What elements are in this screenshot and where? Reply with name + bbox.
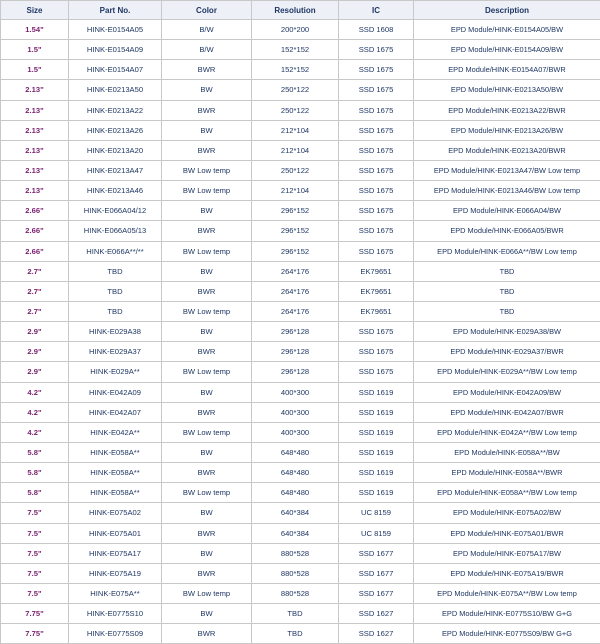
resolution-cell: 880*528 — [252, 563, 339, 583]
color-cell: BW Low temp — [162, 160, 252, 180]
ic-cell: EK79651 — [339, 281, 414, 301]
part-no-cell: HINK-E066A**/** — [69, 241, 162, 261]
ic-cell: SSD 1675 — [339, 201, 414, 221]
size-cell: 7.5" — [1, 563, 69, 583]
resolution-cell: 152*152 — [252, 40, 339, 60]
resolution-cell: 212*104 — [252, 120, 339, 140]
table-row — [1, 40, 600, 60]
table-row — [1, 160, 600, 180]
color-cell: BW — [162, 261, 252, 281]
table-row — [1, 181, 600, 201]
part-no-cell: HINK-E075A19 — [69, 563, 162, 583]
description-cell: EPD Module/HINK-E0154A07/BWR — [414, 60, 600, 80]
color-cell: BWR — [162, 281, 252, 301]
header-ic: IC — [339, 1, 414, 20]
table-row — [1, 422, 600, 442]
table-row — [1, 342, 600, 362]
color-cell: B/W — [162, 20, 252, 40]
resolution-cell: 640*384 — [252, 523, 339, 543]
size-cell: 2.9" — [1, 362, 69, 382]
color-cell: BW — [162, 120, 252, 140]
size-cell: 2.9" — [1, 342, 69, 362]
size-cell: 1.54" — [1, 20, 69, 40]
resolution-cell: 648*480 — [252, 483, 339, 503]
table-row — [1, 543, 600, 563]
table-row — [1, 80, 600, 100]
description-cell: TBD — [414, 301, 600, 321]
description-cell: EPD Module/HINK-E0213A50/BW — [414, 80, 600, 100]
resolution-cell: 264*176 — [252, 301, 339, 321]
part-no-cell: HINK-E0154A07 — [69, 60, 162, 80]
table-row — [1, 563, 600, 583]
ic-cell: SSD 1675 — [339, 241, 414, 261]
part-no-cell: HINK-E0775S09 — [69, 624, 162, 644]
table-row — [1, 583, 600, 603]
ic-cell: SSD 1675 — [339, 100, 414, 120]
table-row — [1, 241, 600, 261]
table-row — [1, 604, 600, 624]
color-cell: BWR — [162, 100, 252, 120]
description-cell: EPD Module/HINK-E066A05/BWR — [414, 221, 600, 241]
size-cell: 2.13" — [1, 100, 69, 120]
ic-cell: UC 8159 — [339, 503, 414, 523]
description-cell: EPD Module/HINK-E075A**/BW Low temp — [414, 583, 600, 603]
color-cell: BWR — [162, 563, 252, 583]
color-cell: BWR — [162, 624, 252, 644]
part-no-cell: HINK-E042A07 — [69, 402, 162, 422]
resolution-cell: 250*122 — [252, 80, 339, 100]
header-resolution: Resolution — [252, 1, 339, 20]
size-cell: 4.2" — [1, 402, 69, 422]
table-row — [1, 322, 600, 342]
part-no-cell: HINK-E058A** — [69, 483, 162, 503]
size-cell: 2.66" — [1, 221, 69, 241]
resolution-cell: 264*176 — [252, 261, 339, 281]
resolution-cell: 296*128 — [252, 322, 339, 342]
part-no-cell: HINK-E029A38 — [69, 322, 162, 342]
ic-cell: EK79651 — [339, 301, 414, 321]
description-cell: EPD Module/HINK-E058A**/BWR — [414, 463, 600, 483]
resolution-cell: 880*528 — [252, 583, 339, 603]
color-cell: BW — [162, 442, 252, 462]
description-cell: EPD Module/HINK-E0154A09/BW — [414, 40, 600, 60]
ic-cell: SSD 1619 — [339, 422, 414, 442]
color-cell: BW Low temp — [162, 583, 252, 603]
resolution-cell: 648*480 — [252, 463, 339, 483]
part-no-cell: HINK-E066A05/13 — [69, 221, 162, 241]
size-cell: 4.2" — [1, 382, 69, 402]
part-no-cell: HINK-E0213A47 — [69, 160, 162, 180]
size-cell: 5.8" — [1, 442, 69, 462]
size-cell: 1.5" — [1, 40, 69, 60]
part-no-cell: TBD — [69, 301, 162, 321]
table-row — [1, 261, 600, 281]
size-cell: 1.5" — [1, 60, 69, 80]
part-no-cell: HINK-E0213A22 — [69, 100, 162, 120]
description-cell: EPD Module/HINK-E075A17/BW — [414, 543, 600, 563]
part-no-cell: HINK-E075A** — [69, 583, 162, 603]
resolution-cell: 296*128 — [252, 342, 339, 362]
color-cell: BW — [162, 80, 252, 100]
ic-cell: SSD 1627 — [339, 604, 414, 624]
table-body — [1, 20, 600, 644]
resolution-cell: 400*300 — [252, 382, 339, 402]
table-row — [1, 382, 600, 402]
part-no-cell: TBD — [69, 281, 162, 301]
part-no-cell: HINK-E0213A26 — [69, 120, 162, 140]
part-no-cell: HINK-E0775S10 — [69, 604, 162, 624]
resolution-cell: 212*104 — [252, 140, 339, 160]
table-row — [1, 20, 600, 40]
part-no-cell: HINK-E029A** — [69, 362, 162, 382]
part-no-cell: HINK-E042A09 — [69, 382, 162, 402]
table-row — [1, 221, 600, 241]
ic-cell: SSD 1675 — [339, 120, 414, 140]
size-cell: 5.8" — [1, 483, 69, 503]
size-cell: 4.2" — [1, 422, 69, 442]
header-color: Color — [162, 1, 252, 20]
size-cell: 2.13" — [1, 160, 69, 180]
ic-cell: SSD 1677 — [339, 583, 414, 603]
ic-cell: SSD 1675 — [339, 342, 414, 362]
resolution-cell: 250*122 — [252, 100, 339, 120]
description-cell: EPD Module/HINK-E058A**/BW — [414, 442, 600, 462]
part-no-cell: HINK-E066A04/12 — [69, 201, 162, 221]
description-cell: EPD Module/HINK-E029A**/BW Low temp — [414, 362, 600, 382]
ic-cell: EK79651 — [339, 261, 414, 281]
color-cell: BW — [162, 382, 252, 402]
resolution-cell: 212*104 — [252, 181, 339, 201]
description-cell: EPD Module/HINK-E0213A22/BWR — [414, 100, 600, 120]
color-cell: BW Low temp — [162, 362, 252, 382]
color-cell: BWR — [162, 523, 252, 543]
description-cell: EPD Module/HINK-E075A01/BWR — [414, 523, 600, 543]
part-no-cell: HINK-E058A** — [69, 442, 162, 462]
size-cell: 2.7" — [1, 261, 69, 281]
description-cell: EPD Module/HINK-E029A38/BW — [414, 322, 600, 342]
header-size: Size — [1, 1, 69, 20]
size-cell: 2.7" — [1, 301, 69, 321]
size-cell: 7.5" — [1, 503, 69, 523]
resolution-cell: 296*152 — [252, 241, 339, 261]
part-no-cell: HINK-E0154A05 — [69, 20, 162, 40]
table-row — [1, 201, 600, 221]
ic-cell: SSD 1608 — [339, 20, 414, 40]
table-row — [1, 60, 600, 80]
description-cell: EPD Module/HINK-E042A07/BWR — [414, 402, 600, 422]
color-cell: BWR — [162, 60, 252, 80]
ic-cell: SSD 1619 — [339, 382, 414, 402]
resolution-cell: 296*128 — [252, 362, 339, 382]
ic-cell: SSD 1677 — [339, 543, 414, 563]
header-part-no: Part No. — [69, 1, 162, 20]
ic-cell: SSD 1675 — [339, 221, 414, 241]
resolution-cell: TBD — [252, 624, 339, 644]
color-cell: BW — [162, 322, 252, 342]
color-cell: BW Low temp — [162, 181, 252, 201]
ic-cell: SSD 1677 — [339, 563, 414, 583]
description-cell: EPD Module/HINK-E042A**/BW Low temp — [414, 422, 600, 442]
ic-cell: SSD 1619 — [339, 402, 414, 422]
resolution-cell: 880*528 — [252, 543, 339, 563]
part-no-cell: HINK-E029A37 — [69, 342, 162, 362]
description-cell: EPD Module/HINK-E0213A47/BW Low temp — [414, 160, 600, 180]
description-cell: EPD Module/HINK-E0154A05/BW — [414, 20, 600, 40]
table-row — [1, 483, 600, 503]
description-cell: EPD Module/HINK-E029A37/BWR — [414, 342, 600, 362]
resolution-cell: 400*300 — [252, 402, 339, 422]
table-row — [1, 624, 600, 644]
ic-cell: SSD 1627 — [339, 624, 414, 644]
part-no-cell: HINK-E0213A20 — [69, 140, 162, 160]
table-row — [1, 140, 600, 160]
color-cell: BW Low temp — [162, 241, 252, 261]
description-cell: EPD Module/HINK-E0213A26/BW — [414, 120, 600, 140]
description-cell: EPD Module/HINK-E058A**/BW Low temp — [414, 483, 600, 503]
description-cell: TBD — [414, 281, 600, 301]
table-row — [1, 402, 600, 422]
header-row — [1, 1, 600, 20]
table-row — [1, 463, 600, 483]
color-cell: BWR — [162, 342, 252, 362]
size-cell: 2.13" — [1, 140, 69, 160]
table-row — [1, 503, 600, 523]
size-cell: 7.75" — [1, 624, 69, 644]
table-row — [1, 281, 600, 301]
description-cell: EPD Module/HINK-E0213A20/BWR — [414, 140, 600, 160]
part-no-cell: HINK-E075A02 — [69, 503, 162, 523]
color-cell: B/W — [162, 40, 252, 60]
ic-cell: SSD 1675 — [339, 80, 414, 100]
ic-cell: SSD 1675 — [339, 60, 414, 80]
ic-cell: SSD 1675 — [339, 40, 414, 60]
ic-cell: SSD 1619 — [339, 463, 414, 483]
resolution-cell: 264*176 — [252, 281, 339, 301]
resolution-cell: TBD — [252, 604, 339, 624]
table-row — [1, 523, 600, 543]
color-cell: BWR — [162, 402, 252, 422]
size-cell: 2.13" — [1, 120, 69, 140]
ic-cell: UC 8159 — [339, 523, 414, 543]
size-cell: 2.13" — [1, 80, 69, 100]
size-cell: 7.5" — [1, 543, 69, 563]
part-no-cell: HINK-E075A01 — [69, 523, 162, 543]
resolution-cell: 296*152 — [252, 201, 339, 221]
resolution-cell: 296*152 — [252, 221, 339, 241]
color-cell: BW Low temp — [162, 301, 252, 321]
color-cell: BWR — [162, 463, 252, 483]
ic-cell: SSD 1619 — [339, 442, 414, 462]
description-cell: EPD Module/HINK-E066A**/BW Low temp — [414, 241, 600, 261]
ic-cell: SSD 1675 — [339, 140, 414, 160]
part-no-cell: TBD — [69, 261, 162, 281]
resolution-cell: 200*200 — [252, 20, 339, 40]
part-no-cell: HINK-E0154A09 — [69, 40, 162, 60]
part-no-cell: HINK-E042A** — [69, 422, 162, 442]
table-header — [1, 1, 600, 20]
part-no-cell: HINK-E058A** — [69, 463, 162, 483]
description-cell: EPD Module/HINK-E075A19/BWR — [414, 563, 600, 583]
color-cell: BW — [162, 543, 252, 563]
color-cell: BW Low temp — [162, 483, 252, 503]
part-no-cell: HINK-E0213A46 — [69, 181, 162, 201]
resolution-cell: 648*480 — [252, 442, 339, 462]
resolution-cell: 152*152 — [252, 60, 339, 80]
description-cell: TBD — [414, 261, 600, 281]
description-cell: EPD Module/HINK-E075A02/BW — [414, 503, 600, 523]
description-cell: EPD Module/HINK-E0213A46/BW Low temp — [414, 181, 600, 201]
description-cell: EPD Module/HINK-E042A09/BW — [414, 382, 600, 402]
color-cell: BW Low temp — [162, 422, 252, 442]
description-cell: EPD Module/HINK-E0775S10/BW G+G — [414, 604, 600, 624]
resolution-cell: 640*384 — [252, 503, 339, 523]
color-cell: BWR — [162, 140, 252, 160]
color-cell: BW — [162, 604, 252, 624]
size-cell: 7.5" — [1, 583, 69, 603]
table-row — [1, 301, 600, 321]
ic-cell: SSD 1675 — [339, 160, 414, 180]
part-no-cell: HINK-E0213A50 — [69, 80, 162, 100]
color-cell: BW — [162, 201, 252, 221]
resolution-cell: 400*300 — [252, 422, 339, 442]
table-row — [1, 100, 600, 120]
size-cell: 2.7" — [1, 281, 69, 301]
part-no-cell: HINK-E075A17 — [69, 543, 162, 563]
size-cell: 7.75" — [1, 604, 69, 624]
size-cell: 2.66" — [1, 241, 69, 261]
size-cell: 2.13" — [1, 181, 69, 201]
ic-cell: SSD 1675 — [339, 362, 414, 382]
resolution-cell: 250*122 — [252, 160, 339, 180]
ic-cell: SSD 1675 — [339, 322, 414, 342]
table-row — [1, 362, 600, 382]
size-cell: 2.66" — [1, 201, 69, 221]
color-cell: BWR — [162, 221, 252, 241]
size-cell: 7.5" — [1, 523, 69, 543]
ic-cell: SSD 1619 — [339, 483, 414, 503]
description-cell: EPD Module/HINK-E066A04/BW — [414, 201, 600, 221]
table-row — [1, 120, 600, 140]
description-cell: EPD Module/HINK-E0775S09/BW G+G — [414, 624, 600, 644]
ic-cell: SSD 1675 — [339, 181, 414, 201]
size-cell: 2.9" — [1, 322, 69, 342]
size-cell: 5.8" — [1, 463, 69, 483]
header-description: Description — [414, 1, 600, 20]
color-cell: BW — [162, 503, 252, 523]
table-row — [1, 442, 600, 462]
